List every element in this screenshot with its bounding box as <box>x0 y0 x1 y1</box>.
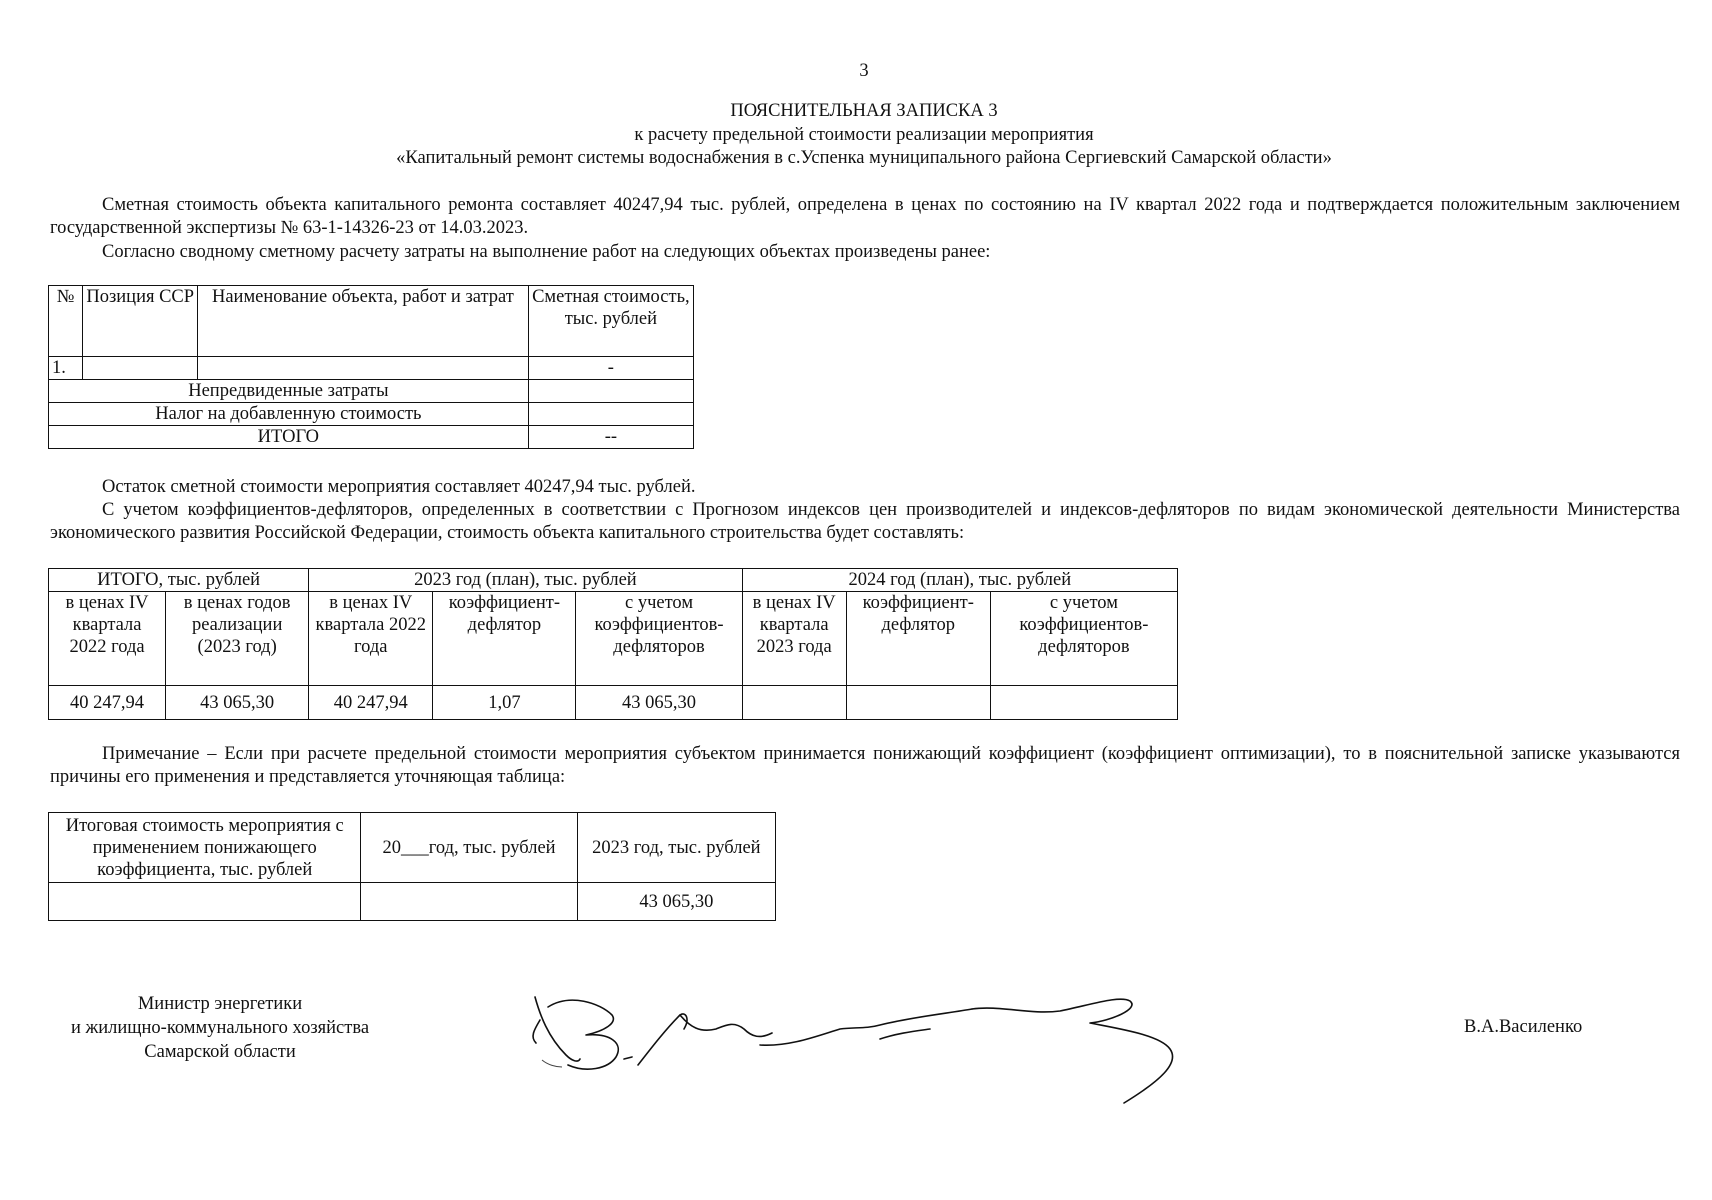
value-final-cost <box>49 883 361 921</box>
table-row <box>49 403 694 426</box>
subheader-2024-deflator: коэффициент-дефлятор <box>846 592 990 686</box>
project-name: «Капитальный ремонт системы водоснабжения в с.Успенка муниципального района Сергиевский Самарской области» <box>396 148 1332 168</box>
row-cost: - <box>528 357 693 380</box>
document-title: ПОЯСНИТЕЛЬНАЯ ЗАПИСКА 3 <box>730 101 998 121</box>
value-2023-adjusted: 43 065,30 <box>576 686 742 720</box>
subheader-2024-adjusted: с учетом коэффициентов-дефляторов <box>990 592 1177 686</box>
signer-position-line-1: Министр энергетики <box>137 994 303 1014</box>
row-position <box>83 357 198 380</box>
paragraph-remaining: Остаток сметной стоимости мероприятия составляет 40247,94 тыс. рублей. <box>102 477 696 497</box>
col-header-2023: 2023 год, тыс. рублей <box>577 813 775 883</box>
signer-position-line-2: и жилищно-коммунального хозяйства <box>70 1018 370 1038</box>
group-header-total: ИТОГО, тыс. рублей <box>49 569 309 592</box>
value-2024-base <box>742 686 846 720</box>
value-2023-deflator: 1,07 <box>433 686 576 720</box>
table-row <box>49 883 776 921</box>
col-header-number: № <box>49 286 83 357</box>
value-2023-base: 40 247,94 <box>309 686 433 720</box>
value-2023: 43 065,30 <box>577 883 775 921</box>
group-header-2024: 2024 год (план), тыс. рублей <box>742 569 1177 592</box>
subheader-2024-base: в ценах IV квартала 2023 года <box>742 592 846 686</box>
deflator-table <box>48 568 1178 720</box>
col-header-final-cost: Итоговая стоимость мероприятия с применением понижающего коэффициента, тыс. рублей <box>49 813 361 883</box>
handwritten-signature <box>520 985 1240 1115</box>
value-total-base: 40 247,94 <box>49 686 166 720</box>
col-header-position: Позиция ССР <box>83 286 198 357</box>
table-row <box>49 686 1178 720</box>
subheader-2023-base: в ценах IV квартала 2022 года <box>309 592 433 686</box>
total-value: -- <box>528 426 693 449</box>
table-row <box>49 426 694 449</box>
col-header-cost: Сметная стоимость, тыс. рублей <box>528 286 693 357</box>
paragraph-note: Примечание – Если при расчете предельной стоимости мероприятия субъектом принимается понижающий коэффициент (коэффициент оптимизации), то в пояснительной записке указываются причины его применения и представляется уточняющая таблица: <box>50 744 1680 787</box>
row-number: 1. <box>49 357 83 380</box>
reduction-table <box>48 812 776 921</box>
group-header-2023: 2023 год (план), тыс. рублей <box>309 569 742 592</box>
paragraph-estimate: Сметная стоимость объекта капитального ремонта составляет 40247,94 тыс. рублей, определена в ценах по состоянию на IV квартал 2022 года и подтверждается положительным заключением государственной экспертизы № 63-1-14326-23 от 14.03.2023. <box>50 195 1680 238</box>
value-year-blank <box>361 883 577 921</box>
total-label: ИТОГО <box>49 426 529 449</box>
subheader-total-base: в ценах IV квартала 2022 года <box>49 592 166 686</box>
table-row <box>49 357 694 380</box>
previous-works-table <box>48 285 694 449</box>
paragraph-previous-works: Согласно сводному сметному расчету затраты на выполнение работ на следующих объектах произведены ранее: <box>102 242 991 262</box>
page-number: 3 <box>859 61 869 81</box>
value-total-realization: 43 065,30 <box>166 686 309 720</box>
vat-label: Налог на добавленную стоимость <box>49 403 529 426</box>
document-subtitle: к расчету предельной стоимости реализации мероприятия <box>634 125 1094 145</box>
signer-position-line-3: Самарской области <box>144 1042 296 1062</box>
unforeseen-label: Непредвиденные затраты <box>49 380 529 403</box>
unforeseen-value <box>528 380 693 403</box>
col-header-year-blank: 20___год, тыс. рублей <box>361 813 577 883</box>
subheader-total-realization: в ценах годов реализации (2023 год) <box>166 592 309 686</box>
table-row <box>49 380 694 403</box>
subheader-2023-adjusted: с учетом коэффициентов-дефляторов <box>576 592 742 686</box>
vat-value <box>528 403 693 426</box>
paragraph-deflators: С учетом коэффициентов-дефляторов, определенных в соответствии с Прогнозом индексов цен производителей и индексов-дефляторов по видам экономической деятельности Министерства экономического развития Российской Федерации, стоимость объекта капитального строительства будет составлять: <box>50 500 1680 543</box>
subheader-2023-deflator: коэффициент-дефлятор <box>433 592 576 686</box>
signer-name: В.А.Василенко <box>1464 1017 1583 1037</box>
col-header-name: Наименование объекта, работ и затрат <box>198 286 529 357</box>
value-2024-deflator <box>846 686 990 720</box>
value-2024-adjusted <box>990 686 1177 720</box>
row-name <box>198 357 529 380</box>
